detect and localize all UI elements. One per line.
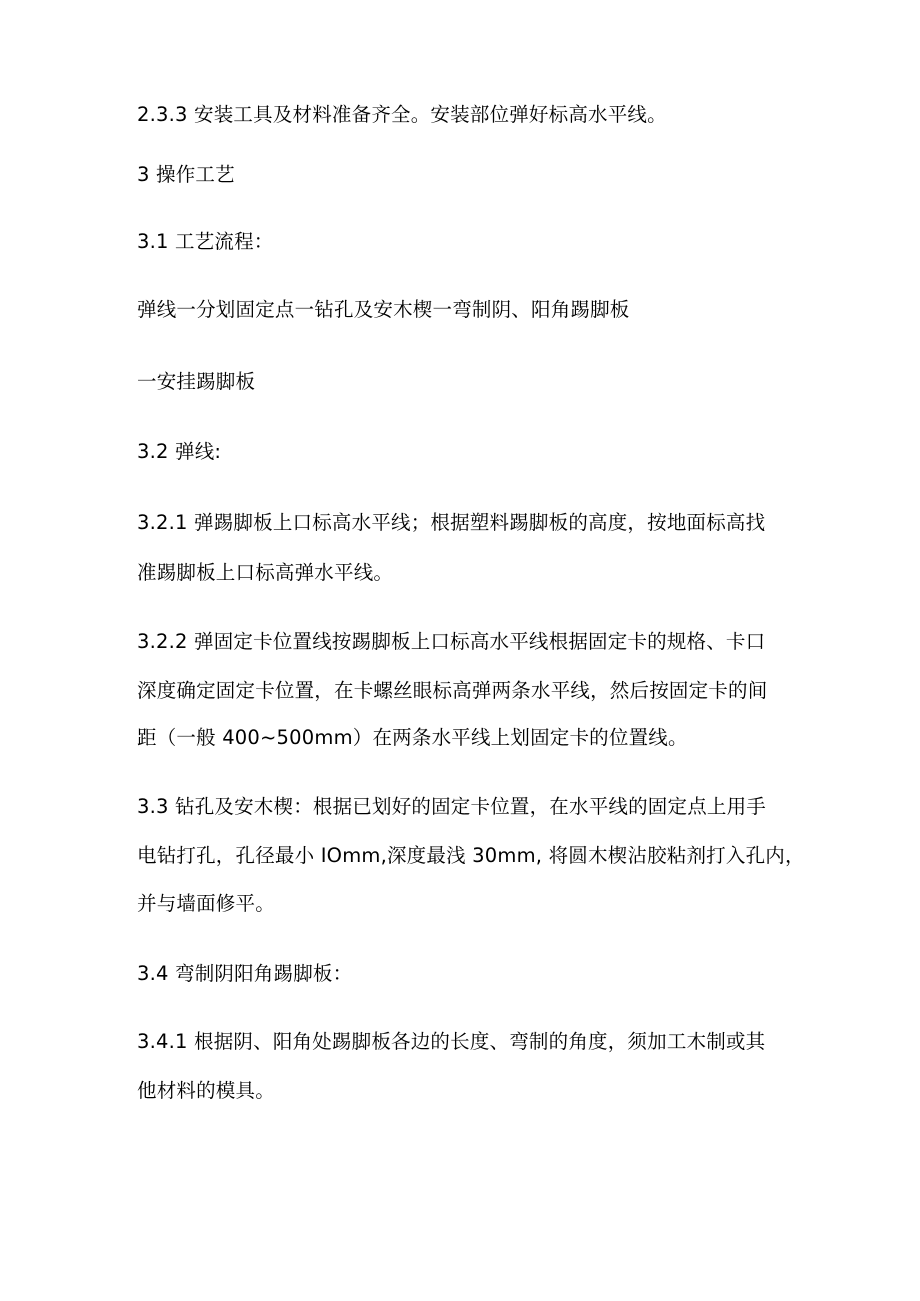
text-3-2-1-line-2: 准踢脚板上口标高弹水平线。	[137, 561, 394, 584]
heading-3-4-bend-corners: 3.4 弯制阴阳角踢脚板：	[137, 962, 353, 985]
text-3-4-1-line-1: 3.4.1 根据阴、阳角处踢脚板各边的长度、弯制的角度，须加工木制或其	[137, 1030, 766, 1053]
text-3-2-1-line-1: 3.2.1 弹踢脚板上口标高水平线；根据塑料踢脚板的高度，按地面标高找	[137, 511, 766, 534]
text-process-flow-line-2: 一安挂踢脚板	[137, 370, 256, 393]
heading-operation-process: 3 操作工艺	[137, 163, 235, 186]
text-3-2-2-line-1: 3.2.2 弹固定卡位置线按踢脚板上口标高水平线根据固定卡的规格、卡口	[137, 630, 766, 653]
text-3-3-line-3: 并与墙面修平。	[137, 892, 275, 915]
text-3-2-2-line-2: 深度确定固定卡位置，在卡螺丝眼标高弹两条水平线，然后按固定卡的间	[137, 679, 768, 702]
heading-3-1-process-flow: 3.1 工艺流程：	[137, 230, 274, 253]
text-3-3-line-1: 3.3 钻孔及安木楔：根据已划好的固定卡位置，在水平线的固定点上用手	[137, 795, 767, 818]
text-process-flow-line-1: 弹线一分划固定点一钻孔及安木楔一弯制阴、阳角踢脚板	[137, 298, 630, 321]
text-line-2-3-3: 2.3.3 安装工具及材料准备齐全。安装部位弹好标高水平线。	[137, 103, 667, 126]
text-3-4-1-line-2: 他材料的模具。	[137, 1079, 275, 1102]
text-3-2-2-line-3: 距（一般 400~500mm）在两条水平线上划固定卡的位置线。	[137, 726, 688, 749]
text-3-3-line-2: 电钻打孔，孔径最小 IOmm,深度最浅 30mm, 将圆木楔沾胶粘剂打入孔内，	[137, 844, 805, 867]
heading-3-2-snap-line: 3.2 弹线:	[137, 440, 222, 463]
